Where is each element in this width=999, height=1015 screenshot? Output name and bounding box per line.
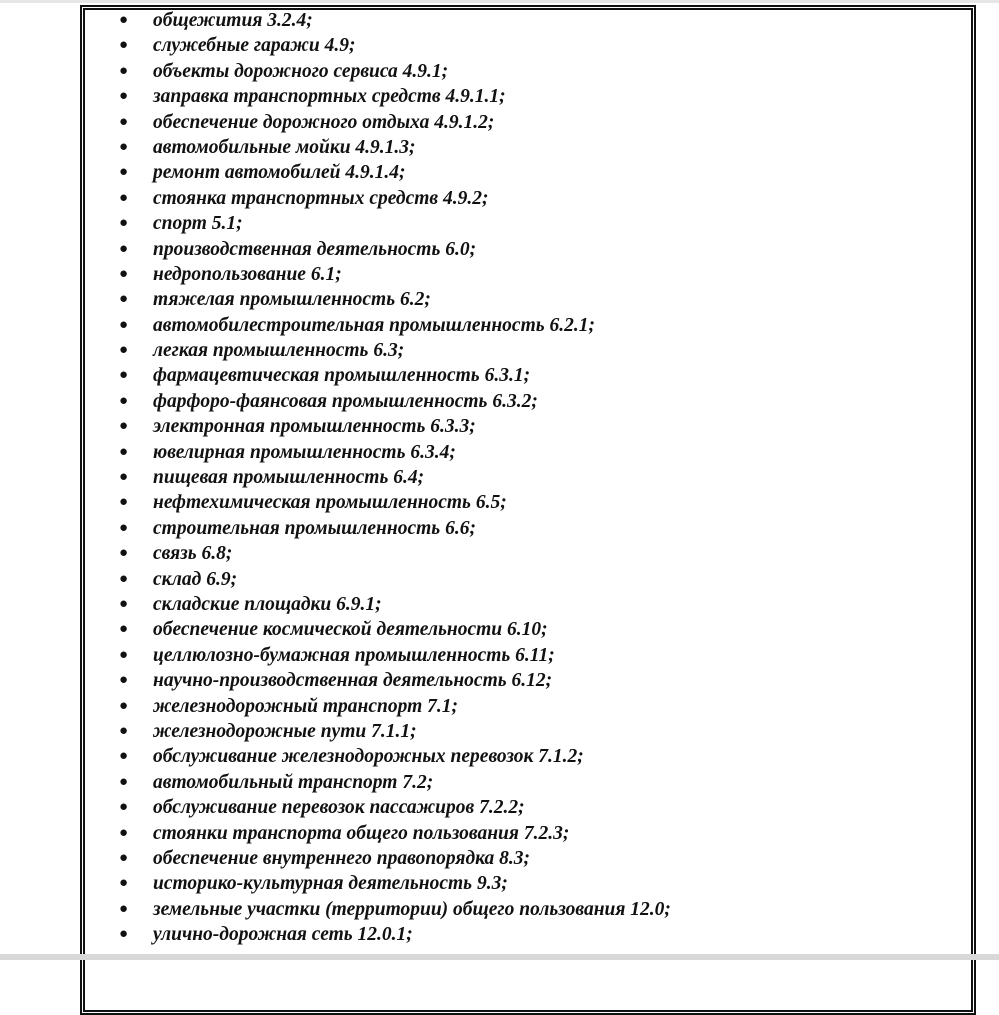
bullet-icon: ●	[119, 748, 129, 765]
list-item-text: фарфоро-фаянсовая промышленность 6.3.2;	[153, 390, 538, 412]
list-item-text: склад 6.9;	[153, 568, 238, 590]
bullet-icon: ●	[119, 88, 129, 105]
list-item-text: стоянка транспортных средств 4.9.2;	[153, 187, 489, 209]
list-item-text: ювелирная промышленность 6.3.4;	[153, 441, 456, 463]
bullet-icon: ●	[119, 672, 129, 689]
bullet-icon: ●	[119, 926, 129, 943]
list-item-text: стоянки транспорта общего пользования 7.2.3;	[153, 822, 570, 844]
list-item-text: обеспечение внутреннего правопорядка 8.3;	[153, 847, 531, 869]
list-item-text: автомобильный транспорт 7.2;	[153, 771, 434, 793]
bullet-icon: ●	[119, 773, 129, 790]
list-item-text: автомобилестроительная промышленность 6.2.1;	[153, 314, 596, 336]
bullet-icon: ●	[119, 291, 129, 308]
bullet-icon: ●	[119, 799, 129, 816]
bullet-icon: ●	[119, 469, 129, 486]
bullet-icon: ●	[119, 900, 129, 917]
top-edge	[0, 0, 999, 3]
list-item-text: целлюлозно-бумажная промышленность 6.11;	[153, 644, 555, 666]
bullet-icon: ●	[119, 824, 129, 841]
bullet-icon: ●	[119, 12, 129, 28]
bullet-icon: ●	[119, 621, 129, 638]
bullet-icon: ●	[119, 62, 129, 79]
list-item-text: электронная промышленность 6.3.3;	[153, 416, 476, 438]
list-item-text: общежития 3.2.4;	[153, 10, 313, 31]
list-item-text: железнодорожный транспорт 7.1;	[153, 695, 459, 717]
bullet-icon: ●	[119, 164, 129, 181]
bullet-icon: ●	[119, 316, 129, 333]
list-item-text: заправка транспортных средств 4.9.1.1;	[153, 86, 506, 108]
bullet-icon: ●	[119, 595, 129, 612]
list-item-text: служебные гаражи 4.9;	[153, 35, 356, 57]
list-item-text: ремонт автомобилей 4.9.1.4;	[153, 162, 406, 184]
list-item-text: земельные участки (территории) общего пользования 12.0;	[153, 898, 671, 920]
list-item-text: производственная деятельность 6.0;	[153, 238, 477, 260]
list-item-text: обеспечение космической деятельности 6.10;	[153, 619, 548, 641]
list-item-text: улично-дорожная сеть 12.0.1;	[153, 924, 413, 946]
bullet-icon: ●	[119, 519, 129, 536]
list-item-text: научно-производственная деятельность 6.12;	[153, 670, 553, 692]
bullet-icon: ●	[119, 392, 129, 409]
list-item-text: обслуживание перевозок пассажиров 7.2.2;	[153, 797, 525, 819]
list-item-text: тяжелая промышленность 6.2;	[153, 289, 431, 311]
bottom-edge	[0, 954, 999, 960]
list-item-text: историко-культурная деятельность 9.3;	[153, 873, 508, 895]
list-item-text: строительная промышленность 6.6;	[153, 517, 476, 539]
bullet-icon: ●	[119, 570, 129, 587]
bullet-icon: ●	[119, 265, 129, 282]
list-item-text: связь 6.8;	[153, 543, 233, 565]
list-item-text: пищевая промышленность 6.4;	[153, 467, 425, 489]
bullet-icon: ●	[119, 138, 129, 155]
bullet-icon: ●	[119, 189, 129, 206]
bullet-icon: ●	[119, 342, 129, 359]
list-item-text: автомобильные мойки 4.9.1.3;	[153, 136, 416, 158]
list-item-text: нефтехимическая промышленность 6.5;	[153, 492, 507, 514]
list-item-text: складские площадки 6.9.1;	[153, 593, 382, 615]
bullet-icon: ●	[119, 545, 129, 562]
bullet-icon: ●	[119, 367, 129, 384]
bullet-icon: ●	[119, 875, 129, 892]
bullet-icon: ●	[119, 113, 129, 130]
bullet-icon: ●	[119, 215, 129, 232]
bullet-icon: ●	[119, 418, 129, 435]
bullet-icon: ●	[119, 849, 129, 866]
bullet-icon: ●	[119, 646, 129, 663]
bullet-icon: ●	[119, 240, 129, 257]
list-item-text: фармацевтическая промышленность 6.3.1;	[153, 365, 531, 387]
bullet-icon: ●	[119, 37, 129, 54]
bullet-icon: ●	[119, 443, 129, 460]
bullet-icon: ●	[119, 722, 129, 739]
bullet-icon: ●	[119, 494, 129, 511]
list-item-text: спорт 5.1;	[153, 213, 243, 235]
list-item-text: недропользование 6.1;	[153, 263, 342, 285]
list-item-text: объекты дорожного сервиса 4.9.1;	[153, 60, 449, 82]
list-item-text: обслуживание железнодорожных перевозок 7.1.2;	[153, 746, 584, 768]
list-item-text: легкая промышленность 6.3;	[153, 340, 405, 362]
list-item-text: железнодорожные пути 7.1.1;	[153, 720, 417, 742]
list-item-text: обеспечение дорожного отдыха 4.9.1.2;	[153, 111, 495, 133]
bullet-icon: ●	[119, 697, 129, 714]
